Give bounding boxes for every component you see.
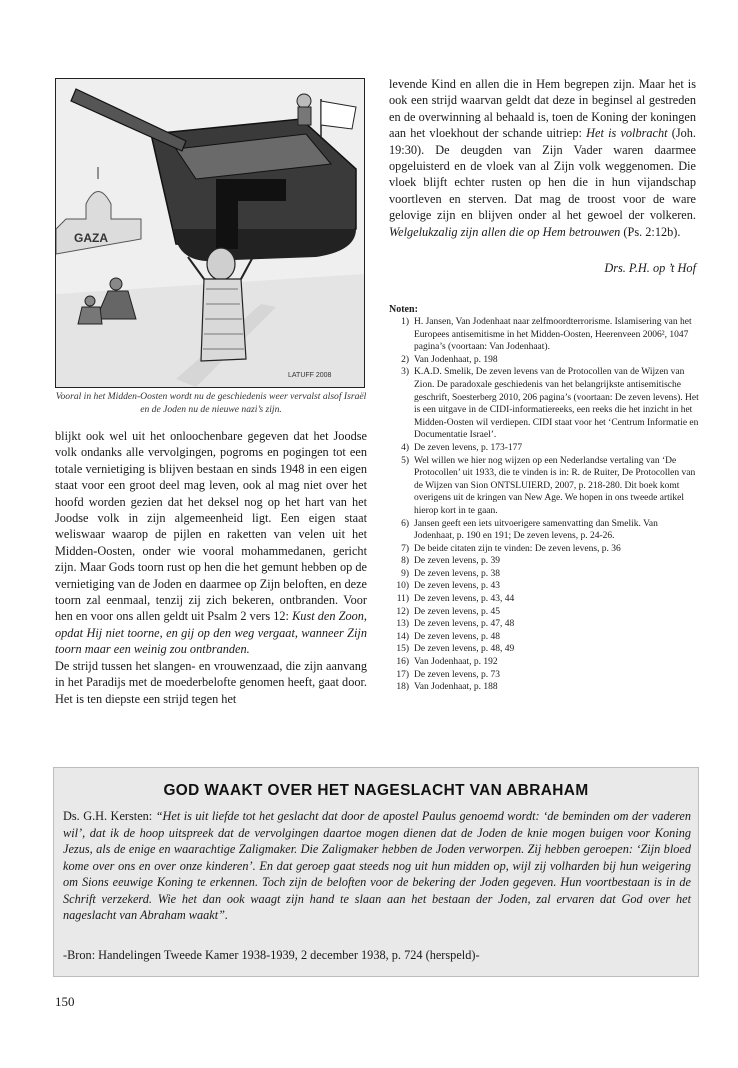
note-number: 14) bbox=[396, 631, 409, 642]
note-number: 15) bbox=[396, 644, 409, 655]
paragraph-text: levende Kind en allen die in Hem begrepen zijn. Maar het is ook een strijd waarvan geldt dat deze in beginsel al gestreden en de overwinning al behaald is, toen de Koning der koningen aan het vloekhout der schande uitriep: bbox=[389, 77, 696, 141]
note-item bbox=[389, 354, 699, 367]
paragraph bbox=[55, 428, 367, 658]
note-number: 4) bbox=[401, 442, 409, 453]
psalm-quote: Kust den Zoon, opdat Hij niet toorne, en gij op den weg vergaat, wanneer Zijn toorn maar een weinig zou ontbranden. bbox=[55, 609, 367, 657]
note-number: 2) bbox=[401, 354, 409, 365]
gaza-sign: GAZA bbox=[74, 231, 108, 245]
note-number: 11) bbox=[396, 594, 409, 605]
note-text: De zeven levens, p. 173-177 bbox=[414, 442, 523, 453]
paragraph bbox=[389, 76, 696, 240]
note-text: De zeven levens, p. 38 bbox=[414, 568, 500, 579]
box-title: GOD WAAKT OVER HET NAGESLACHT VAN ABRAHAM bbox=[163, 782, 589, 799]
cartoon-image bbox=[55, 78, 365, 388]
bible-quote: Welgelukzalig zijn allen die op Hem betrouwen bbox=[389, 224, 621, 239]
note-item bbox=[389, 669, 699, 682]
left-column-text bbox=[55, 428, 367, 707]
quote-author: Ds. G.H. Kersten: bbox=[63, 809, 156, 823]
notes-list bbox=[389, 316, 699, 694]
note-number: 1) bbox=[401, 317, 409, 327]
note-item bbox=[389, 606, 699, 619]
note-item bbox=[389, 580, 699, 593]
note-item bbox=[389, 568, 699, 581]
note-item bbox=[389, 631, 699, 644]
note-text: De zeven levens, p. 73 bbox=[414, 669, 500, 680]
note-number: 6) bbox=[401, 518, 409, 529]
note-text: Jansen geeft een iets uitvoerigere samenvatting dan Smelik. Van Jodenhaat, p. 190 en 191; De zeven levens, p. 24-26. bbox=[414, 518, 658, 542]
note-item bbox=[389, 366, 699, 442]
quote-source: -Bron: Handelingen Tweede Kamer 1938-1939, 2 december 1938, p. 724 (herspeld)- bbox=[63, 948, 480, 962]
note-number: 17) bbox=[396, 669, 409, 680]
paragraph-text: (Ps. 2:12b). bbox=[620, 224, 681, 239]
note-text: De zeven levens, p. 48 bbox=[414, 631, 500, 642]
note-item bbox=[389, 316, 699, 354]
note-item bbox=[389, 656, 699, 669]
page-number: 150 bbox=[55, 994, 75, 1009]
note-item bbox=[389, 555, 699, 568]
author-signature: Drs. P.H. op ’t Hof bbox=[604, 261, 696, 275]
artist-signature: LATUFF 2008 bbox=[288, 372, 332, 379]
note-text: De zeven levens, p. 48, 49 bbox=[414, 644, 515, 655]
figure-caption: Vooral in het Midden-Oosten wordt nu de geschiedenis weer vervalst alsof Israël en de Joden nu de nieuwe nazi’s zijn. bbox=[55, 391, 367, 415]
note-number: 8) bbox=[401, 556, 409, 567]
note-number: 9) bbox=[401, 568, 409, 579]
cartoon-drawing bbox=[56, 79, 364, 387]
note-item bbox=[389, 681, 699, 694]
note-text: Van Jodenhaat, p. 192 bbox=[414, 657, 498, 668]
note-text: De zeven levens, p. 43, 44 bbox=[414, 594, 515, 605]
note-item bbox=[389, 518, 699, 543]
note-item bbox=[389, 618, 699, 631]
notes-heading-text: Noten bbox=[389, 304, 415, 315]
paragraph-text: blijkt ook wel uit het onloochenbare gegeven dat het Joodse volk ondanks alle vervolgingen, pogroms en pogingen tot een totale vernietiging is blijven bestaan en sinds 1948 in een eigen staat voor een groot deel mag leven, ook al mag niet over het hoofd worden gezien dat het deksel nog op het hart van het Joodse volk in zijn algemeenheid ligt. Een eigen staat weliswaar waarop de pijlen en raketten van velen uit het Midden-Oosten, onder wie vooral mohammedanen, gericht zijn. Maar Gods toorn rust op hen die het gemunt hebben op de vernietiging van de Joden en daarmee op Zijn beloften, en deze toorn zal eenmaal, tenzij zij zich bekeren, ontbranden. Voor hen en voor ons allen geldt uit Psalm 2 vers 12: bbox=[55, 429, 367, 624]
note-text: De zeven levens, p. 45 bbox=[414, 606, 500, 617]
note-text: Van Jodenhaat, p. 188 bbox=[414, 682, 498, 693]
note-item bbox=[389, 543, 699, 556]
note-number: 18) bbox=[396, 682, 409, 693]
note-text: H. Jansen, Van Jodenhaat naar zelfmoordterrorisme. Islamisering van het Europees antisemitisme in het Midden-Oosten, Heerenveen 2006², 1047 pagina’s (voortaan: Van Jodenhaat). bbox=[414, 317, 692, 353]
note-item bbox=[389, 442, 699, 455]
bible-quote: Het is volbracht bbox=[586, 126, 668, 141]
note-text: Van Jodenhaat, p. 198 bbox=[414, 354, 498, 365]
note-number: 12) bbox=[396, 606, 409, 617]
quote-text: “Het is uit liefde tot het geslacht dat door de apostel Paulus genoemd wordt: ‘de beminden om der vaderen wil’, dat ik de hoop uitspreek dat de vervolgingen daartoe mogen dienen dat de Joden de knie mogen buigen voor Koning Jezus, als de enige en waarachtige Zaligmaker. Die Zaligmaker hebben de Joden verworpen. Zij hebben geroepen: ‘Zijn bloed kome over ons en over onze kinderen’. En dat geroep gaat steeds nog uit hun midden op, wijl zij volharden bij hun weigering om Sions eeuwige Koning te erkennen. Toch zijn de beloften voor de bekering der Joden gegeven. Hun voortbestaan is in de Schrift verzekerd. Wie het dan ook waagt zijn hand te slaan aan het bestaan der Joden, zal ervaren dat God over het nageslacht van Abraham waakt”. bbox=[63, 809, 692, 922]
note-number: 5) bbox=[401, 455, 409, 466]
note-number: 3) bbox=[401, 367, 409, 378]
paragraph: De strijd tussen het slangen- en vrouwenzaad, die zijn aanvang in het Paradijs met de moederbelofte genomen heeft, gaat door. Het is ten diepste een strijd tegen het bbox=[55, 658, 367, 706]
quote-box bbox=[53, 767, 699, 977]
note-number: 7) bbox=[401, 543, 409, 554]
note-number: 10) bbox=[396, 581, 409, 592]
note-text: K.A.D. Smelik, De zeven levens van de Protocollen van de Wijzen van Zion. De paradoxale geschiedenis van het belangrijkste antisemitische geschrift, Soesterberg 2010, 206 pagina’s (voortaan: De zeven levens). Het is een uitgave in de CIDI-informatiereeks, een reeks die het inzicht in het Midden-Oosten wil verdiepen. CIDI staat voor het ‘Centrum Informatie en Documentatie Israel’. bbox=[414, 367, 699, 441]
paragraph-text: (Joh. 19:30). De deugden van Zijn Vader waren daarmee opgeluisterd en de vloek van al Zijn volk weggenomen. Die vloek blijft echter rusten op hen die in hun vijandschap voortleven en sterven. Dat mag de troost voor de ware gelovige zijn en blijven onder al het gewoel der volkeren. bbox=[389, 126, 697, 223]
right-column-text bbox=[389, 76, 696, 240]
notes-heading: Noten: bbox=[389, 304, 418, 315]
note-text: De zeven levens, p. 43 bbox=[414, 581, 500, 592]
note-item bbox=[389, 643, 699, 656]
note-number: 13) bbox=[396, 619, 409, 630]
box-body bbox=[63, 808, 691, 924]
note-text: De zeven levens, p. 47, 48 bbox=[414, 619, 515, 630]
note-text: De zeven levens, p. 39 bbox=[414, 556, 500, 567]
note-text: Wel willen we hier nog wijzen op een Nederlandse vertaling van ‘De Protocollen’ uit 1933, die te vinden is in: R. de Ruiter, De Protocollen van de Wijzen van Sion ONTSLUIERD, 2007, p. 218-280. Dit boek komt overigens uit de kringen van New Age. We hopen in ons tweede artikel hierop kort in te gaan. bbox=[414, 455, 696, 516]
note-item bbox=[389, 455, 699, 518]
note-number: 16) bbox=[396, 657, 409, 668]
note-text: De beide citaten zijn te vinden: De zeven levens, p. 36 bbox=[414, 543, 621, 554]
note-item bbox=[389, 593, 699, 606]
